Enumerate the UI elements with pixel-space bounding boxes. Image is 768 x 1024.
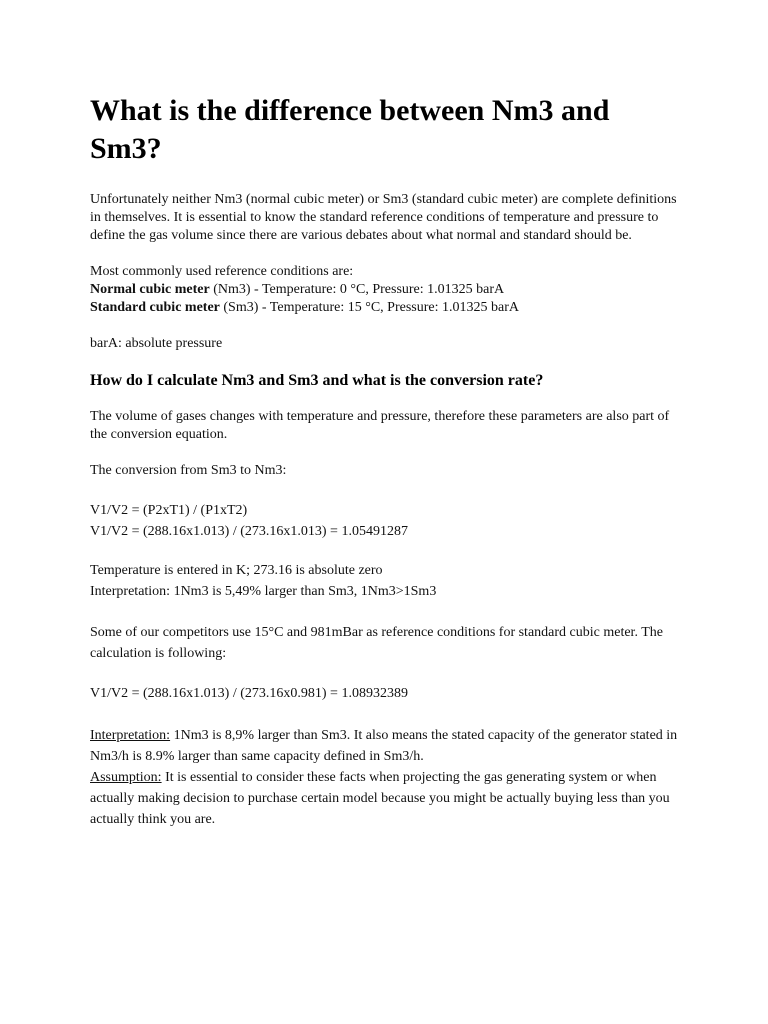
section-heading: How do I calculate Nm3 and Sm3 and what is the conversion rate? xyxy=(90,372,544,389)
assumption-text: It is essential to consider these facts when projecting the gas generating system or when actually making decision to purchase certain model because you might be actually buying less than you actually think you are. xyxy=(90,770,670,827)
interpretation-block-1 xyxy=(90,560,678,602)
competitors-paragraph: Some of our competitors use 15°C and 981mBar as reference conditions for standard cubic meter. The calculation is following: xyxy=(90,625,663,661)
interpretation-label: Interpretation: xyxy=(90,728,171,743)
interpretation-2-text: 1Nm3 is 8,9% larger than Sm3. It also means the stated capacity of the generator stated in Nm3/h is 8.9% larger than same capacity defined in Sm3/h. xyxy=(90,728,678,764)
interpretation-1: Interpretation: 1Nm3 is 5,49% larger than Sm3, 1Nm3>1Sm3 xyxy=(90,584,437,599)
volume-paragraph: The volume of gases changes with temperature and pressure, therefore these parameters are also part of the conversion equation. xyxy=(90,409,670,442)
reference-lead: Most commonly used reference conditions are: xyxy=(90,264,354,279)
normal-cubic-meter-line xyxy=(90,281,678,299)
normal-desc: (Nm3) - Temperature: 0 °C, Pressure: 1.01325 barA xyxy=(209,282,505,297)
reference-conditions xyxy=(90,263,678,317)
page-title: What is the difference between Nm3 and Sm3? xyxy=(90,94,610,165)
assumption-block xyxy=(90,767,678,830)
standard-term: Standard cubic meter xyxy=(90,300,220,315)
interpretation-block-2 xyxy=(90,725,678,767)
conversion-lead: The conversion from Sm3 to Nm3: xyxy=(90,463,287,478)
assumption-label: Assumption: xyxy=(90,770,162,785)
formula-block-1 xyxy=(90,500,678,542)
standard-cubic-meter-line xyxy=(90,299,678,317)
intro-paragraph: Unfortunately neither Nm3 (normal cubic meter) or Sm3 (standard cubic meter) are complete definitions in themselves. It is essential to know the standard reference conditions of temperature and pressure to define the gas volume since there are various debates about what normal and standard should be. xyxy=(90,192,677,243)
normal-term: Normal cubic meter xyxy=(90,282,210,297)
temperature-note: Temperature is entered in K; 273.16 is absolute zero xyxy=(90,563,383,578)
standard-desc: (Sm3) - Temperature: 15 °C, Pressure: 1.01325 barA xyxy=(219,300,519,315)
bara-note: barA: absolute pressure xyxy=(90,336,223,351)
formula-general: V1/V2 = (P2xT1) / (P1xT2) xyxy=(90,503,248,518)
formula-competitors: V1/V2 = (288.16x1.013) / (273.16x0.981) = 1.08932389 xyxy=(90,686,408,701)
formula-standard: V1/V2 = (288.16x1.013) / (273.16x1.013) = 1.05491287 xyxy=(90,524,408,539)
